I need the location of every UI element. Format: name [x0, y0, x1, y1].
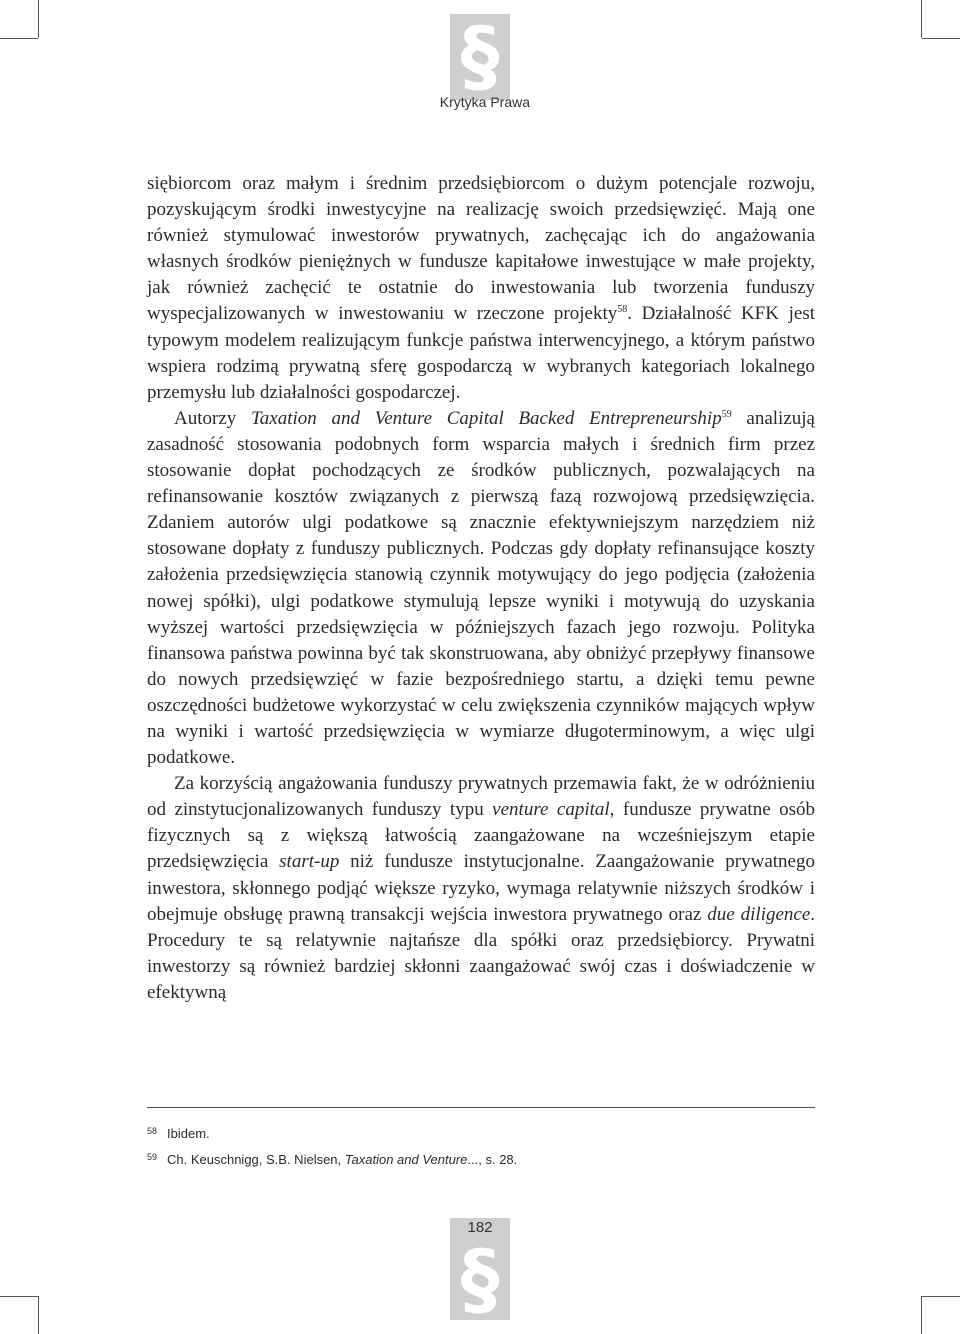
- footnote-number: 59: [147, 1152, 158, 1162]
- running-header: Krytyka Prawa: [439, 94, 530, 110]
- italic-run: Taxation and Venture Capital Backed Entrepreneurship: [250, 407, 722, 429]
- footnote-separator: [147, 1107, 815, 1108]
- section-mark-top-icon: [450, 14, 510, 100]
- footnote-title: Taxation and Venture: [344, 1152, 468, 1167]
- footnote-rest: ..., s. 28.: [467, 1152, 518, 1167]
- text-run: . Procedury te są relatywnie najtańsze dla spółki oraz przedsiębiorcy. Prywatni inwestorzy są również bardziej skłonni zaangażować swój czas i doświadczenie w efektywną: [147, 903, 815, 1003]
- italic-run: venture capital: [492, 799, 610, 821]
- text-run: Autorzy: [174, 407, 251, 429]
- paragraph-2: [147, 406, 815, 771]
- text-run: , fundusze prywatne osób fizycznych są z większą łatwością zaangażowane na wcześniejszym etapie przedsięwzięcia: [147, 799, 815, 873]
- page-number: 182: [467, 1219, 493, 1236]
- italic-run: due diligence: [707, 903, 811, 925]
- paragraph-1: [147, 171, 815, 406]
- text-run: siębiorcom oraz małym i średnim przedsiębiorcom o dużym potencjale rozwoju, pozyskującym środki inwestycyjne na realizację swoich przedsięwzięć. Mają one również stymulować inwestorów prywatnych, zachęcając ich do angażowania własnych środków pieniężnych w fundusze kapitałowe inwestujące w małe projekty, jak również zachęcić te ostatnie do inwestowania lub tworzenia funduszy wyspecjalizowanych w inwestowaniu w rzeczone projekty: [147, 173, 815, 325]
- crop-mark-bottom-right-v: [921, 1296, 922, 1334]
- footnote-58: [147, 1126, 210, 1141]
- footnote-ref: 58: [617, 304, 628, 316]
- crop-mark-top-left-h: [0, 38, 38, 39]
- footnote-ref: 59: [721, 408, 732, 420]
- crop-mark-top-left-v: [38, 0, 39, 38]
- paragraph-3: [147, 771, 815, 1006]
- text-run: . Działalność KFK jest typowym modelem realizującym funkcje państwa interwencyjnego, a którym państwo wspiera rodzimą prywatną sferę gospodarczą w wybranych kategoriach lokalnego przemysłu lub działalności gospodarczej.: [147, 303, 815, 403]
- text-run: niż fundusze instytucjonalne. Zaangażowanie prywatnego inwestora, skłonnego podjąć większe ryzyko, wymaga relatywnie niższych środków i obejmuje obsługę prawną transakcji wejścia inwestora prywatnego oraz: [147, 851, 815, 925]
- footnote-59: [147, 1152, 517, 1167]
- italic-run: start-up: [279, 851, 340, 873]
- crop-mark-bottom-right-h: [922, 1296, 960, 1297]
- text-run: analizują zasadność stosowania podobnych form wsparcia małych i średnich firm przez stosowanie dopłat pochodzących ze środków publicznych, pozwalających na refinansowanie kosztów związanych z pierwszą fazą rozwojową przedsięwzięcia. Zdaniem autorów ulgi podatkowe są znacznie efektywniejszym narzędziem niż stosowane dopłaty z funduszy publicznych. Podczas gdy dopłaty refinansujące koszty założenia przedsięwzięcia stanowią czynnik motywujący do jego podjęcia (założenia nowej spółki), ulgi podatkowe stymulują lepsze wyniki i motywują do uzyskania wyższej wartości przedsięwzięcia w późniejszych fazach jego rozwoju. Polityka finansowa państwa powinna być tak skonstruowana, aby obniżyć przepływy finansowe do nowych przedsięwzięć w fazie bezpośredniego startu, a dzięki temu pewne oszczędności budżetowe wykorzystać w celu zwiększenia czynników mających wpływ na wyniki i wartość przedsięwzięcia w wymiarze długoterminowym, a więc ulgi podatkowe.: [147, 407, 815, 769]
- section-mark-glyph: §: [460, 1235, 500, 1325]
- section-mark-glyph: §: [460, 12, 500, 102]
- crop-mark-bottom-left-v: [38, 1296, 39, 1334]
- footnote-number: 58: [147, 1126, 158, 1136]
- crop-mark-bottom-left-h: [0, 1296, 38, 1297]
- crop-mark-top-right-h: [922, 38, 960, 39]
- body-text: [147, 171, 815, 1006]
- crop-mark-top-right-v: [921, 0, 922, 38]
- footnote-text: Ibidem.: [167, 1126, 210, 1141]
- footnote-author: Ch. Keuschnigg, S.B. Nielsen,: [167, 1152, 345, 1167]
- text-run: Za korzyścią angażowania funduszy prywatnych przemawia fakt, że w odróżnieniu od zinstytucjonalizowanych funduszy typu: [147, 773, 815, 821]
